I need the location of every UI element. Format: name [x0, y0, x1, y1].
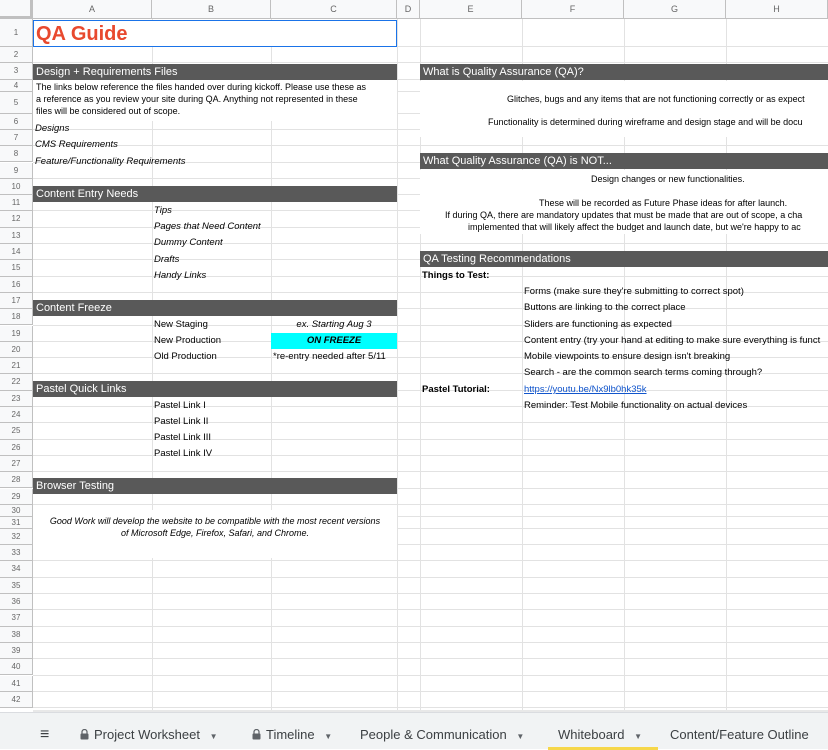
lock-icon	[252, 722, 261, 749]
row-header-21[interactable]: 21	[0, 358, 33, 374]
row-header-32[interactable]: 32	[0, 529, 33, 545]
row-header-37[interactable]: 37	[0, 610, 33, 626]
row-header-38[interactable]: 38	[0, 627, 33, 643]
row-header-1[interactable]: 1	[0, 19, 33, 47]
browser-testing-note[interactable]	[33, 510, 397, 558]
browser-testing-header[interactable]: Browser Testing	[33, 478, 397, 494]
row-header-39[interactable]: 39	[0, 643, 33, 659]
row-header-26[interactable]: 26	[0, 440, 33, 456]
all-sheets-menu-icon[interactable]: ≡	[40, 726, 50, 743]
tab-project-worksheet[interactable]	[70, 721, 242, 750]
qa-is-not-body[interactable]	[420, 170, 828, 234]
pastel-link-3[interactable]: Pastel Link III	[154, 432, 212, 443]
column-header-e[interactable]: E	[420, 0, 522, 19]
test-item-content-entry[interactable]: Content entry (try your hand at editing to make sure everything is funct	[524, 335, 821, 346]
sheet-tab-bar	[0, 712, 828, 749]
row-header-30[interactable]: 30	[0, 505, 33, 517]
things-to-test-label[interactable]: Things to Test:	[422, 270, 490, 281]
row-header-27[interactable]: 27	[0, 456, 33, 472]
grid-line	[33, 439, 828, 440]
pastel-link-4[interactable]: Pastel Link IV	[154, 448, 213, 459]
row-header-20[interactable]: 20	[0, 342, 33, 358]
column-header-h[interactable]: H	[726, 0, 828, 19]
column-header-c[interactable]: C	[271, 0, 397, 19]
column-header-b[interactable]: B	[152, 0, 271, 19]
grid-line	[33, 609, 828, 610]
test-item-search[interactable]: Search - are the common search terms coming through?	[524, 367, 763, 378]
row-header-19[interactable]: 19	[0, 326, 33, 342]
grid-line	[33, 422, 828, 423]
what-is-qa-header[interactable]: What is Quality Assurance (QA)?	[420, 64, 828, 80]
tab-content-feature-outline[interactable]	[660, 721, 828, 750]
row-header-18[interactable]: 18	[0, 309, 33, 325]
grid-line	[33, 577, 828, 578]
row-header-16[interactable]: 16	[0, 277, 33, 293]
qa-is-not-header[interactable]: What Quality Assurance (QA) is NOT...	[420, 153, 828, 169]
test-item-mobile[interactable]: Mobile viewpoints to ensure design isn't breaking	[524, 351, 731, 362]
row-header-13[interactable]: 13	[0, 228, 33, 244]
browser-note-line-1: Good Work will develop the website to be compatible with the most recent versions	[49, 516, 381, 526]
chevron-down-icon[interactable]: ▼	[324, 732, 333, 741]
row-header-41[interactable]: 41	[0, 676, 33, 692]
design-requirements-header[interactable]: Design + Requirements Files	[33, 64, 397, 80]
grid-line	[33, 145, 828, 146]
row-header-10[interactable]: 10	[0, 179, 33, 195]
design-desc-line-3: files will be considered out of scope.	[36, 106, 181, 116]
tab-whiteboard[interactable]	[548, 721, 658, 750]
grid-line	[33, 471, 828, 472]
pastel-links-header[interactable]: Pastel Quick Links	[33, 381, 397, 397]
grid-line	[33, 675, 828, 676]
select-all-corner[interactable]	[0, 0, 33, 19]
freeze-status-badge[interactable]: ON FREEZE	[271, 333, 397, 349]
browser-note-line-2: of Microsoft Edge, Firefox, Safari, and Chrome.	[120, 528, 310, 538]
what-is-qa-line-1: Glitches, bugs and any items that are not functioning correctly or as expect	[507, 94, 805, 104]
grid-line	[33, 626, 828, 627]
row-header-42[interactable]: 42	[0, 692, 33, 708]
row-header-36[interactable]: 36	[0, 594, 33, 610]
row-header-2[interactable]: 2	[0, 47, 33, 63]
design-item-cms[interactable]: CMS Requirements	[35, 139, 118, 150]
tab-label: Timeline	[266, 727, 315, 742]
column-header-f[interactable]: F	[522, 0, 624, 19]
test-item-forms[interactable]: Forms (make sure they're submitting to correct spot)	[524, 286, 744, 297]
column-header-a[interactable]: A	[33, 0, 152, 19]
tab-label: Project Worksheet	[94, 727, 200, 742]
content-entry-handy-links[interactable]: Handy Links	[154, 270, 207, 281]
grid-line	[33, 691, 828, 692]
chevron-down-icon[interactable]: ▼	[634, 732, 643, 741]
row-header-24[interactable]: 24	[0, 407, 33, 423]
page-title[interactable]: QA Guide	[33, 20, 397, 47]
tab-label: Content/Feature Outline	[670, 727, 809, 742]
row-header-14[interactable]: 14	[0, 244, 33, 260]
design-desc-line-2: a reference as you review your site during QA. Anything not represented in these	[36, 94, 358, 104]
freeze-new-staging-label[interactable]: New Staging	[154, 319, 208, 330]
row-header-4[interactable]: 4	[0, 80, 33, 92]
tab-label: People & Communication	[360, 727, 507, 742]
chevron-down-icon[interactable]: ▼	[516, 732, 525, 741]
pastel-link-2[interactable]: Pastel Link II	[154, 416, 209, 427]
mobile-reminder[interactable]: Reminder: Test Mobile functionality on actual devices	[524, 400, 748, 411]
pastel-link-1[interactable]: Pastel Link I	[154, 400, 206, 411]
test-item-buttons[interactable]: Buttons are linking to the correct place	[524, 302, 686, 313]
test-item-sliders[interactable]: Sliders are functioning as expected	[524, 319, 672, 330]
row-header-22[interactable]: 22	[0, 374, 33, 390]
column-header-d[interactable]: D	[397, 0, 420, 19]
row-header-17[interactable]: 17	[0, 293, 33, 309]
row-header-15[interactable]: 15	[0, 260, 33, 276]
tab-timeline[interactable]	[242, 721, 348, 750]
tab-people-communication[interactable]	[350, 721, 546, 750]
qa-is-not-line-4: implemented that will likely affect the budget and launch date, but we're happy to ac	[468, 222, 801, 232]
row-header-23[interactable]: 23	[0, 391, 33, 407]
row-header-35[interactable]: 35	[0, 578, 33, 594]
row-header-34[interactable]: 34	[0, 561, 33, 577]
freeze-old-production-value[interactable]: *re-entry needed after 5/11	[273, 351, 386, 362]
design-item-designs[interactable]: Designs	[35, 123, 70, 134]
row-header-33[interactable]: 33	[0, 545, 33, 561]
lock-icon	[80, 722, 89, 749]
grid-line	[33, 560, 828, 561]
row-header-29[interactable]: 29	[0, 489, 33, 505]
freeze-old-production-label[interactable]: Old Production	[154, 351, 217, 362]
pastel-tutorial-link[interactable]: https://youtu.be/Nx9lb0hk35k	[524, 384, 647, 395]
grid-line	[33, 593, 828, 594]
qa-is-not-line-3: If during QA, there are mandatory updates that must be made that are out of scope, a cha	[445, 210, 803, 220]
grid-line	[33, 455, 828, 456]
freeze-new-staging-value[interactable]: ex. Starting Aug 3	[296, 319, 372, 330]
grid-line	[33, 504, 828, 505]
design-description[interactable]	[33, 81, 397, 121]
qa-is-not-line-1: Design changes or new functionalities.	[591, 174, 745, 184]
content-entry-pages[interactable]: Pages that Need Content	[154, 221, 261, 232]
row-header-8[interactable]: 8	[0, 146, 33, 162]
row-header-11[interactable]: 11	[0, 195, 33, 211]
design-item-feature[interactable]: Feature/Functionality Requirements	[35, 156, 186, 167]
row-header-25[interactable]: 25	[0, 423, 33, 439]
row-header-28[interactable]: 28	[0, 472, 33, 488]
row-header-7[interactable]: 7	[0, 130, 33, 146]
row-header-40[interactable]: 40	[0, 659, 33, 675]
content-entry-tips[interactable]: Tips	[154, 205, 172, 216]
content-freeze-header[interactable]: Content Freeze	[33, 300, 397, 316]
chevron-down-icon[interactable]: ▼	[209, 732, 218, 741]
what-is-qa-line-2: Functionality is determined during wireframe and design stage and will be docu	[488, 117, 803, 127]
row-header-3[interactable]: 3	[0, 63, 33, 79]
row-header-5[interactable]: 5	[0, 92, 33, 114]
column-header-g[interactable]: G	[624, 0, 726, 19]
grid-line	[33, 658, 828, 659]
grid-line	[33, 243, 828, 244]
grid-line	[33, 642, 828, 643]
tab-label: Whiteboard	[558, 727, 625, 742]
row-header-31[interactable]: 31	[0, 517, 33, 529]
design-desc-line-1: The links below reference the files handed over during kickoff. Please use these as	[36, 82, 367, 92]
qa-recommendations-header[interactable]: QA Testing Recommendations	[420, 251, 828, 267]
content-entry-drafts[interactable]: Drafts	[154, 254, 180, 265]
pastel-tutorial-label[interactable]: Pastel Tutorial:	[422, 384, 490, 395]
content-entry-header[interactable]: Content Entry Needs	[33, 186, 397, 202]
what-is-qa-body[interactable]	[420, 81, 828, 137]
freeze-new-production-label[interactable]: New Production	[154, 335, 222, 346]
grid-line	[33, 707, 828, 708]
content-entry-dummy[interactable]: Dummy Content	[154, 237, 223, 248]
row-header-12[interactable]: 12	[0, 211, 33, 227]
row-header-6[interactable]: 6	[0, 114, 33, 130]
qa-is-not-line-2: These will be recorded as Future Phase ideas for after launch.	[539, 198, 788, 208]
row-header-9[interactable]: 9	[0, 163, 33, 179]
